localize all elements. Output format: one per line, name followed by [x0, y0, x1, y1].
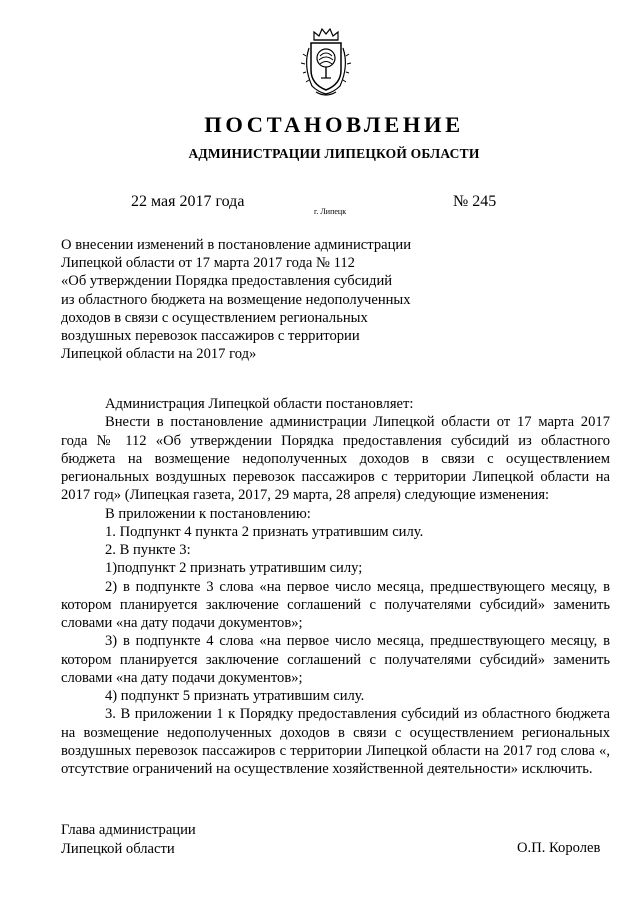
body-paragraph: Внести в постановление администрации Липецкой области от 17 марта 2017 года № 112 «Об утверждении Порядка предоставления субсидий из областного бюджета на возмещение недополученных доходов в связи с осуществлением региональных воздушных перевозок пассажиров с территории Липецкой области на 2017 год» (Липецкая газета, 2017, 29 марта, 28 апреля) следующие изменения:: [61, 414, 610, 504]
subject-line: Липецкой области на 2017 год»: [61, 346, 257, 363]
signatory-name: О.П. Королев: [517, 840, 601, 856]
body-paragraph: 3. В приложении 1 к Порядку предоставления субсидий из областного бюджета на возмещение недополученных доходов в связи с осуществлением региональных воздушных перевозок пассажиров с территории Липецкой области на 2017 год слова «, отсутствие ограничений на осуществление хозяйственной деятельности» исключить.: [61, 706, 610, 777]
subject-line: из областного бюджета на возмещение недополученных: [61, 291, 411, 308]
signatory-title-line: Глава администрации: [61, 822, 196, 838]
body-paragraph: Администрация Липецкой области постановляет:: [105, 396, 414, 412]
document-subtitle: АДМИНИСТРАЦИИ ЛИПЕЦКОЙ ОБЛАСТИ: [188, 146, 480, 161]
document-date: 22 мая 2017 года: [131, 193, 245, 210]
document-number: № 245: [453, 193, 497, 210]
subject-line: О внесении изменений в постановление администрации: [61, 237, 412, 253]
document-body: [61, 395, 610, 778]
body-paragraph: 2. В пункте 3:: [105, 542, 191, 558]
document-title: ПОСТАНОВЛЕНИЕ: [204, 112, 464, 137]
subject-line: «Об утверждении Порядка предоставления субсидий: [61, 273, 393, 290]
coat-of-arms-icon: [300, 26, 352, 98]
document-city: г. Липецк: [314, 207, 347, 216]
body-paragraph: 1)подпункт 2 признать утратившим силу;: [105, 560, 363, 577]
subject-line: доходов в связи с осуществлением региональных: [61, 309, 368, 326]
signatory-title-line: Липецкой области: [61, 840, 175, 857]
subject-line: воздушных перевозок пассажиров с территории: [61, 328, 360, 345]
document-subject: [61, 236, 441, 363]
signatory-title: [61, 821, 196, 858]
body-paragraph: 1. Подпункт 4 пункта 2 признать утратившим силу.: [105, 523, 424, 540]
body-paragraph: 4) подпункт 5 признать утратившим силу.: [105, 688, 365, 704]
body-paragraph: 2) в подпункте 3 слова «на первое число месяца, предшествующего месяцу, в котором планируется заключение соглашений с получателями субсидий» заменить словами «на дату подачи документов»;: [61, 578, 610, 631]
body-paragraph: 3) в подпункте 4 слова «на первое число месяца, предшествующего месяцу, в котором планируется заключение соглашений с получателями субсидий» заменить словами «на дату подачи документов»;: [61, 633, 610, 686]
body-paragraph: В приложении к постановлению:: [105, 505, 311, 522]
subject-line: Липецкой области от 17 марта 2017 года № 112: [61, 255, 355, 272]
